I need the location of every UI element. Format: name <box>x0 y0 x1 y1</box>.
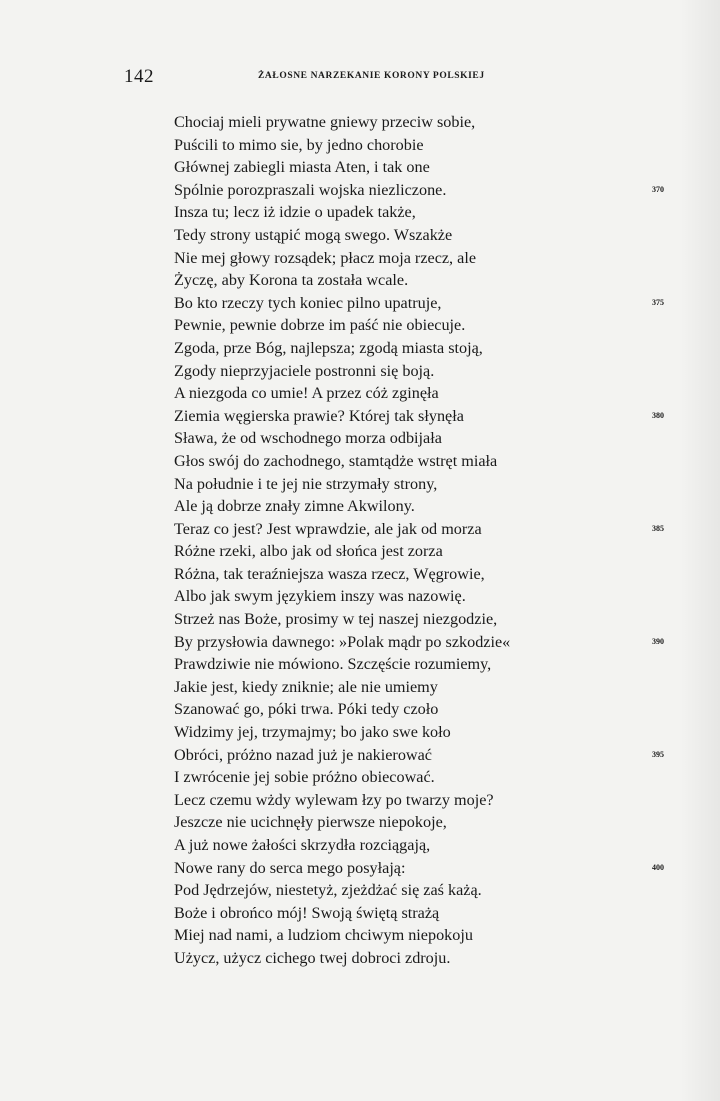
line-number: 385 <box>652 523 664 533</box>
poem-line-text: Jeszcze nie ucichnęły pierwsze niepokoje, <box>174 813 447 832</box>
poem-line-text: Głos swój do zachodnego, stamtądże wstręt miała <box>174 451 498 470</box>
poem-line-text: A już nowe żałości skrzydła rozciągają, <box>174 836 431 854</box>
poem-line <box>174 811 654 834</box>
poem-line-text: Albo jak swym językiem inszy was nazowię. <box>174 587 466 606</box>
poem-line-text: Widzimy jej, trzymajmy; bo jako swe koło <box>174 723 451 742</box>
poem-line-text: Jakie jest, kiedy zniknie; ale nie umiemy <box>174 677 438 696</box>
poem-line <box>174 585 654 608</box>
poem-line-text: I zwrócenie jej sobie próżno obiecować. <box>174 768 435 787</box>
poem-line-text: Insza tu; lecz iż idzie o upadek także, <box>174 203 416 222</box>
poem-line <box>174 879 654 902</box>
line-number: 375 <box>652 297 664 307</box>
running-title: ŻAŁOSNE NARZEKANIE KORONY POLSKIEJ <box>258 71 485 81</box>
poem-line-text: Życzę, aby Korona ta została wcale. <box>174 271 409 290</box>
poem-line <box>174 676 654 699</box>
poem-line-text: Chociaj mieli prywatne gniewy przeciw sobie, <box>174 113 476 131</box>
poem-line <box>174 495 654 518</box>
poem-line-text: Ale ją dobrze znały zimne Akwilony. <box>174 497 415 516</box>
poem-line <box>174 292 664 315</box>
poem-line-text: Różne rzeki, albo jak od słońca jest zorza <box>174 542 443 561</box>
poem-line <box>174 269 654 292</box>
poem-line <box>174 744 664 767</box>
poem-line-text: Bo kto rzeczy tych koniec pilno upatruje, <box>174 293 442 312</box>
poem-line-text: Zgoda, prze Bóg, najlepsza; zgodą miasta stoją, <box>174 338 483 357</box>
line-number: 370 <box>652 184 664 194</box>
poem-line <box>174 201 654 224</box>
poem-line-text: Tedy strony ustąpić mogą swego. Wszakże <box>174 225 453 244</box>
poem-line <box>174 360 654 383</box>
poem-line <box>174 450 654 473</box>
poem-line <box>174 631 664 654</box>
poem-line <box>174 518 664 541</box>
poem-line <box>174 314 654 337</box>
poem-line <box>174 337 654 360</box>
poem-line-text: Prawdziwie nie mówiono. Szczęście rozumiemy, <box>174 655 492 674</box>
poem-line-text: Użycz, użycz cichego twej dobroci zdroju. <box>174 948 451 967</box>
poem-line <box>174 179 664 202</box>
poem-line-text: Pewnie, pewnie dobrze im paść nie obiecuje. <box>174 316 466 335</box>
poem-line-text: Strzeż nas Boże, prosimy w tej naszej niezgodzie, <box>174 610 498 629</box>
poem-line <box>174 653 654 676</box>
poem-line <box>174 540 654 563</box>
poem-line <box>174 857 664 880</box>
poem-line-text: Boże i obrońco mój! Swoją świętą strażą <box>174 903 440 922</box>
poem-line <box>174 947 654 970</box>
poem-line <box>174 382 654 405</box>
poem-line-text: Różna, tak teraźniejsza wasza rzecz, Węgrowie, <box>174 564 485 583</box>
poem-text <box>174 111 664 970</box>
poem-line <box>174 698 654 721</box>
poem-line <box>174 134 654 157</box>
poem-line-text: Obróci, próżno nazad już je nakierować <box>174 745 432 764</box>
poem-line-text: Pod Jędrzejów, niestetyż, zjeżdżać się zaś każą. <box>174 881 482 900</box>
page-edge-shadow <box>680 0 720 1101</box>
poem-line <box>174 766 654 789</box>
poem-line <box>174 111 654 134</box>
line-number: 400 <box>652 862 664 872</box>
poem-line <box>174 721 654 744</box>
poem-line <box>174 473 654 496</box>
poem-line <box>174 924 654 947</box>
poem-line <box>174 156 654 179</box>
line-number: 395 <box>652 749 664 759</box>
poem-line <box>174 563 654 586</box>
poem-line-text: Nie mej głowy rozsądek; płacz moja rzecz, ale <box>174 248 477 267</box>
poem-line-text: Ziemia węgierska prawie? Której tak słynęła <box>174 406 464 425</box>
poem-line-text: Sława, że od wschodnego morza odbijała <box>174 429 442 448</box>
poem-line-text: Miej nad nami, a ludziom chciwym niepokoju <box>174 926 473 945</box>
page-number: 142 <box>124 66 154 87</box>
poem-line <box>174 834 654 857</box>
line-number: 380 <box>652 410 664 420</box>
poem-line-text: A niezgoda co umie! A przez cóż zginęła <box>174 384 439 403</box>
poem-line <box>174 789 654 812</box>
poem-line-text: Szanować go, póki trwa. Póki tedy czoło <box>174 700 439 719</box>
poem-line <box>174 405 664 428</box>
poem-line-text: Teraz co jest? Jest wprawdzie, ale jak od morza <box>174 519 482 538</box>
poem-line-text: Spólnie porozpraszali wojska niezliczone. <box>174 180 447 199</box>
poem-line-text: Zgody nieprzyjaciele postronni się boją. <box>174 361 435 380</box>
poem-line <box>174 247 654 270</box>
poem-line-text: Nowe rany do serca mego posyłają: <box>174 858 406 877</box>
line-number: 390 <box>652 636 664 646</box>
poem-line-text: Lecz czemu wżdy wylewam łzy po twarzy moje? <box>174 790 494 809</box>
poem-line <box>174 608 654 631</box>
poem-line <box>174 427 654 450</box>
poem-line-text: By przysłowia dawnego: »Polak mądr po szkodzie« <box>174 632 511 651</box>
poem-line-text: Puścili to mimo sie, by jedno chorobie <box>174 135 424 154</box>
poem-line-text: Głównej zabiegli miasta Aten, i tak one <box>174 158 430 177</box>
poem-line-text: Na południe i te jej nie strzymały strony, <box>174 474 438 493</box>
poem-line <box>174 224 654 247</box>
poem-line <box>174 902 654 925</box>
